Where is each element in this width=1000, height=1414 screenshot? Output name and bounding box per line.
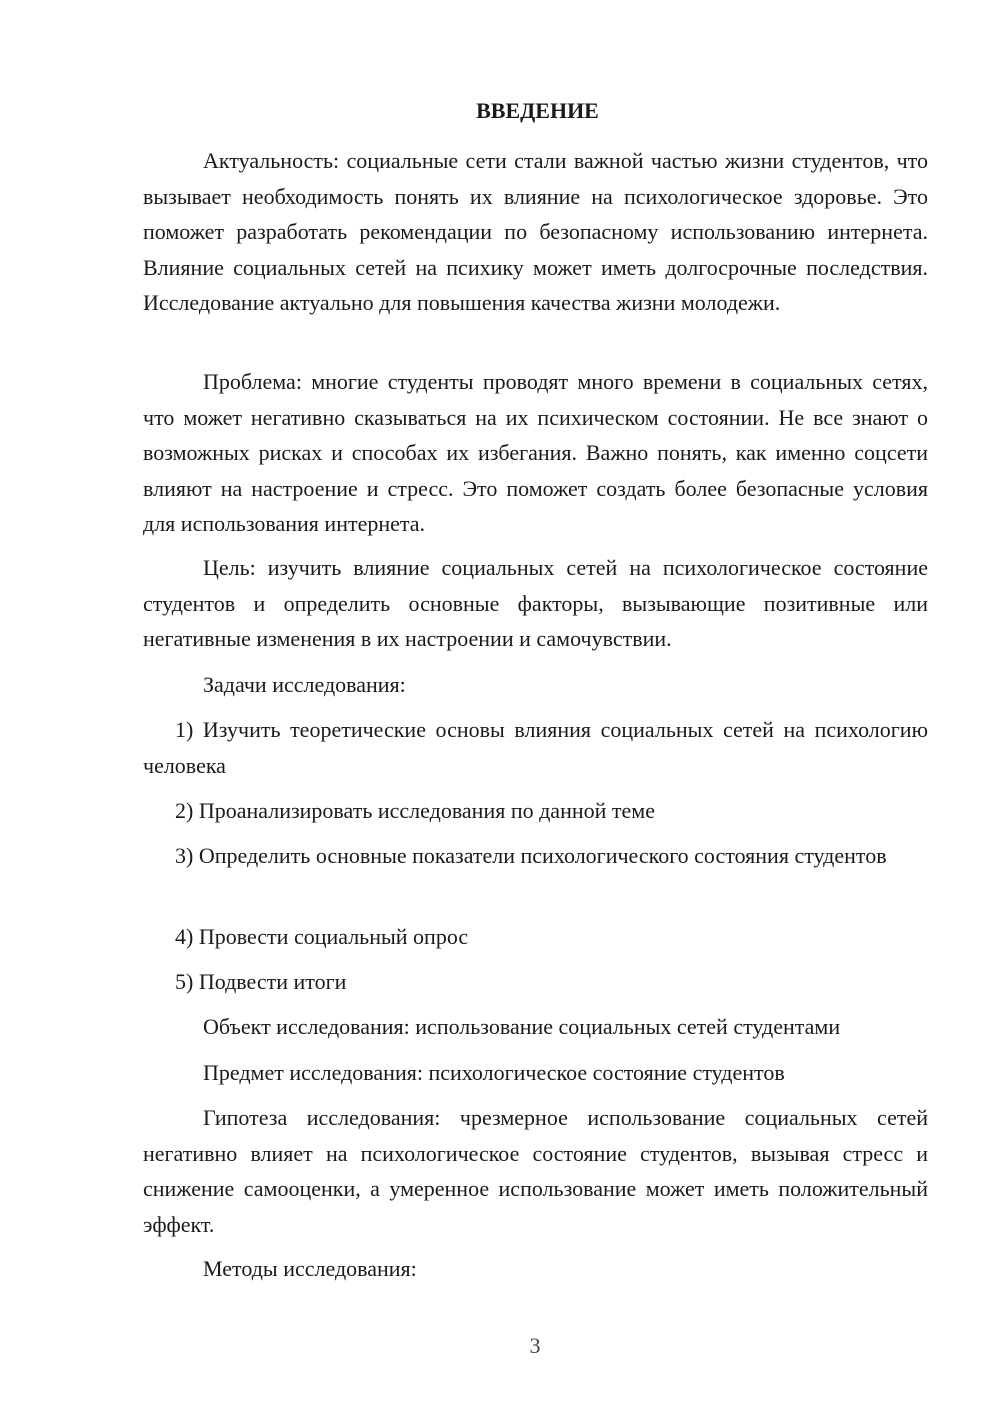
relevance-paragraph: Актуальность: социальные сети стали важной частью жизни студентов, что вызывает необходимость понять их влияние на психологическое здоровье. Это поможет разработать рекомендации по безопасному использованию интернета. Влияние социальных сетей на психику может иметь долгосрочные последствия. Исследование актуально для повышения качества жизни молодежи.	[143, 148, 928, 315]
hypothesis-paragraph: Гипотеза исследования: чрезмерное использование социальных сетей негативно влияет на психологическое состояние студентов, вызывая стресс и снижение самооценки, а умеренное использование может иметь положительный эффект.	[143, 1105, 928, 1237]
task-item-1: 1) Изучить теоретические основы влияния социальных сетей на психологию человека	[143, 717, 928, 778]
task-item-3: 3) Определить основные показатели психологического состояния студентов	[175, 843, 887, 868]
methods-heading: Методы исследования:	[203, 1256, 417, 1281]
object-paragraph: Объект исследования: использование социальных сетей студентами	[203, 1014, 841, 1039]
page-number: 3	[529, 1333, 541, 1358]
subject-paragraph: Предмет исследования: психологическое состояние студентов	[203, 1060, 785, 1085]
section-title: ВВЕДЕНИЕ	[476, 98, 599, 123]
task-item-2: 2) Проанализировать исследования по данной теме	[175, 798, 655, 823]
goal-paragraph: Цель: изучить влияние социальных сетей на психологическое состояние студентов и определить основные факторы, вызывающие позитивные или негативные изменения в их настроении и самочувствии.	[143, 555, 928, 651]
tasks-heading: Задачи исследования:	[203, 672, 406, 697]
task-item-5: 5) Подвести итоги	[175, 969, 347, 994]
task-item-4: 4) Провести социальный опрос	[175, 924, 469, 949]
problem-paragraph: Проблема: многие студенты проводят много времени в социальных сетях, что может негативно сказываться на их психическом состоянии. Не все знают о возможных рисках и способах их избегания. Важно понять, как именно соцсети влияют на настроение и стресс. Это поможет создать более безопасные условия для использования интернета.	[143, 369, 928, 536]
